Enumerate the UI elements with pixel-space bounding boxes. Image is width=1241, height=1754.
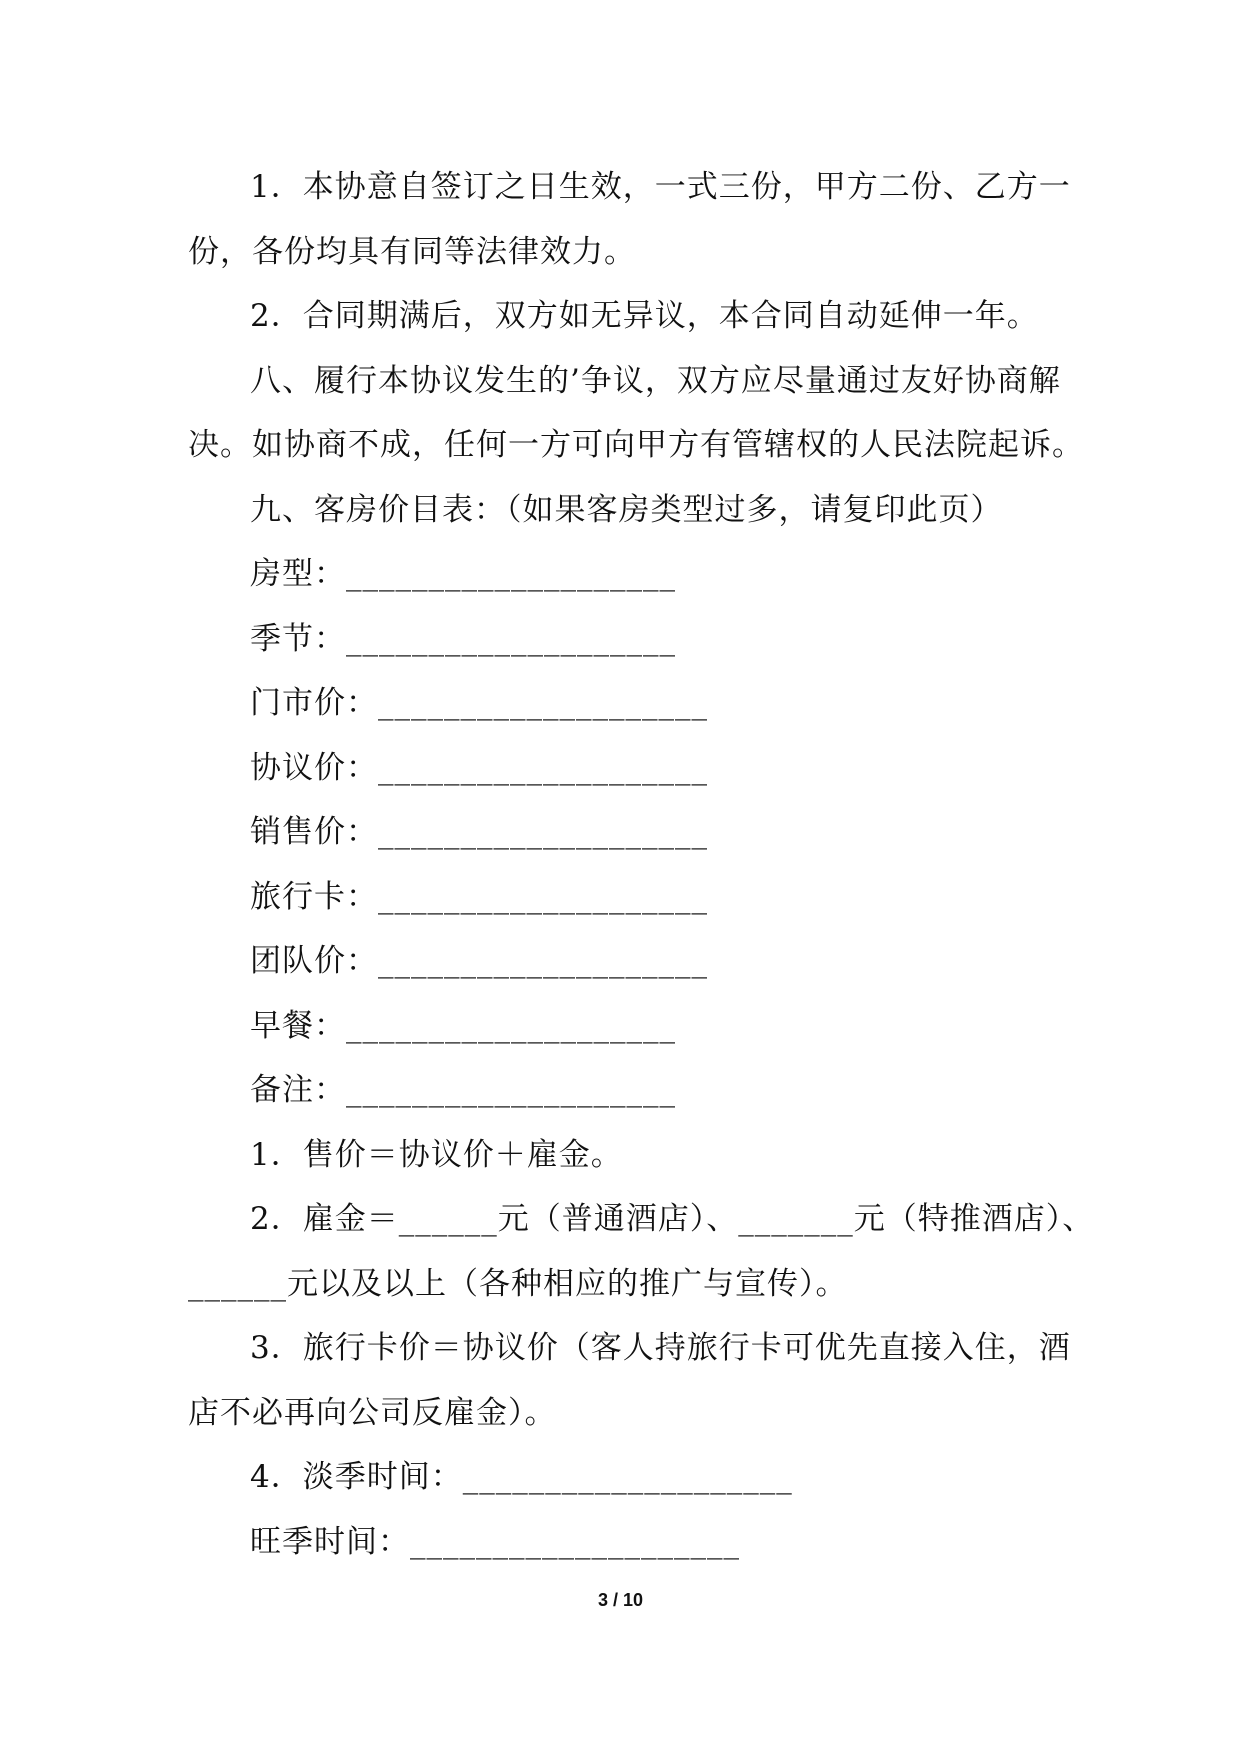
form-field-season: 季节：____________________ <box>250 620 676 657</box>
form-field-sale-price: 销售价：____________________ <box>250 814 708 850</box>
form-field-group-rate: 团队价：____________________ <box>250 943 708 979</box>
section-heading: 九、客房价目表：（如果客房类型过多，请复印此页） <box>250 491 1003 528</box>
paragraph-line: 2．合同期满后，双方如无异议，本合同自动延伸一年。 <box>250 298 1039 334</box>
paragraph-line: 3．旅行卡价＝协议价（客人持旅行卡可优先直接入住，酒 <box>250 1330 1071 1366</box>
paragraph-line: 店不必再向公司反雇金）。 <box>188 1394 557 1431</box>
form-field-agreed-rate: 协议价：____________________ <box>250 749 708 786</box>
paragraph-line: 八、履行本协议发生的’争议，双方应尽量通过友好协商解 <box>250 362 1061 399</box>
form-field-breakfast: 早餐：____________________ <box>250 1007 676 1044</box>
paragraph-line: 1．售价＝协议价＋雇金。 <box>250 1136 623 1173</box>
paragraph-line: 2．雇金＝______元（普通酒店）、_______元（特推酒店）、 <box>250 1201 1095 1237</box>
document-body <box>188 155 1095 1574</box>
form-field-travel-card: 旅行卡：____________________ <box>250 878 708 915</box>
form-field-remarks: 备注：____________________ <box>250 1072 676 1108</box>
form-field-room-type: 房型：____________________ <box>250 556 676 592</box>
paragraph-line: 1．本协意自签订之日生效，一式三份，甲方二份、乙方一 <box>250 169 1071 205</box>
page-number: 3 / 10 <box>597 1590 644 1610</box>
form-field-peak-season: 旺季时间：____________________ <box>250 1523 740 1560</box>
form-field-off-season: 4．淡季时间：____________________ <box>250 1459 793 1495</box>
paragraph-line: 份，各份均具有同等法律效力。 <box>188 233 636 270</box>
paragraph-line: ______元以及以上（各种相应的推广与宣传）。 <box>188 1265 848 1302</box>
form-field-rack-rate: 门市价：____________________ <box>250 685 708 721</box>
paragraph-line: 决。如协商不成，任何一方可向甲方有管辖权的人民法院起诉。 <box>188 427 1084 463</box>
